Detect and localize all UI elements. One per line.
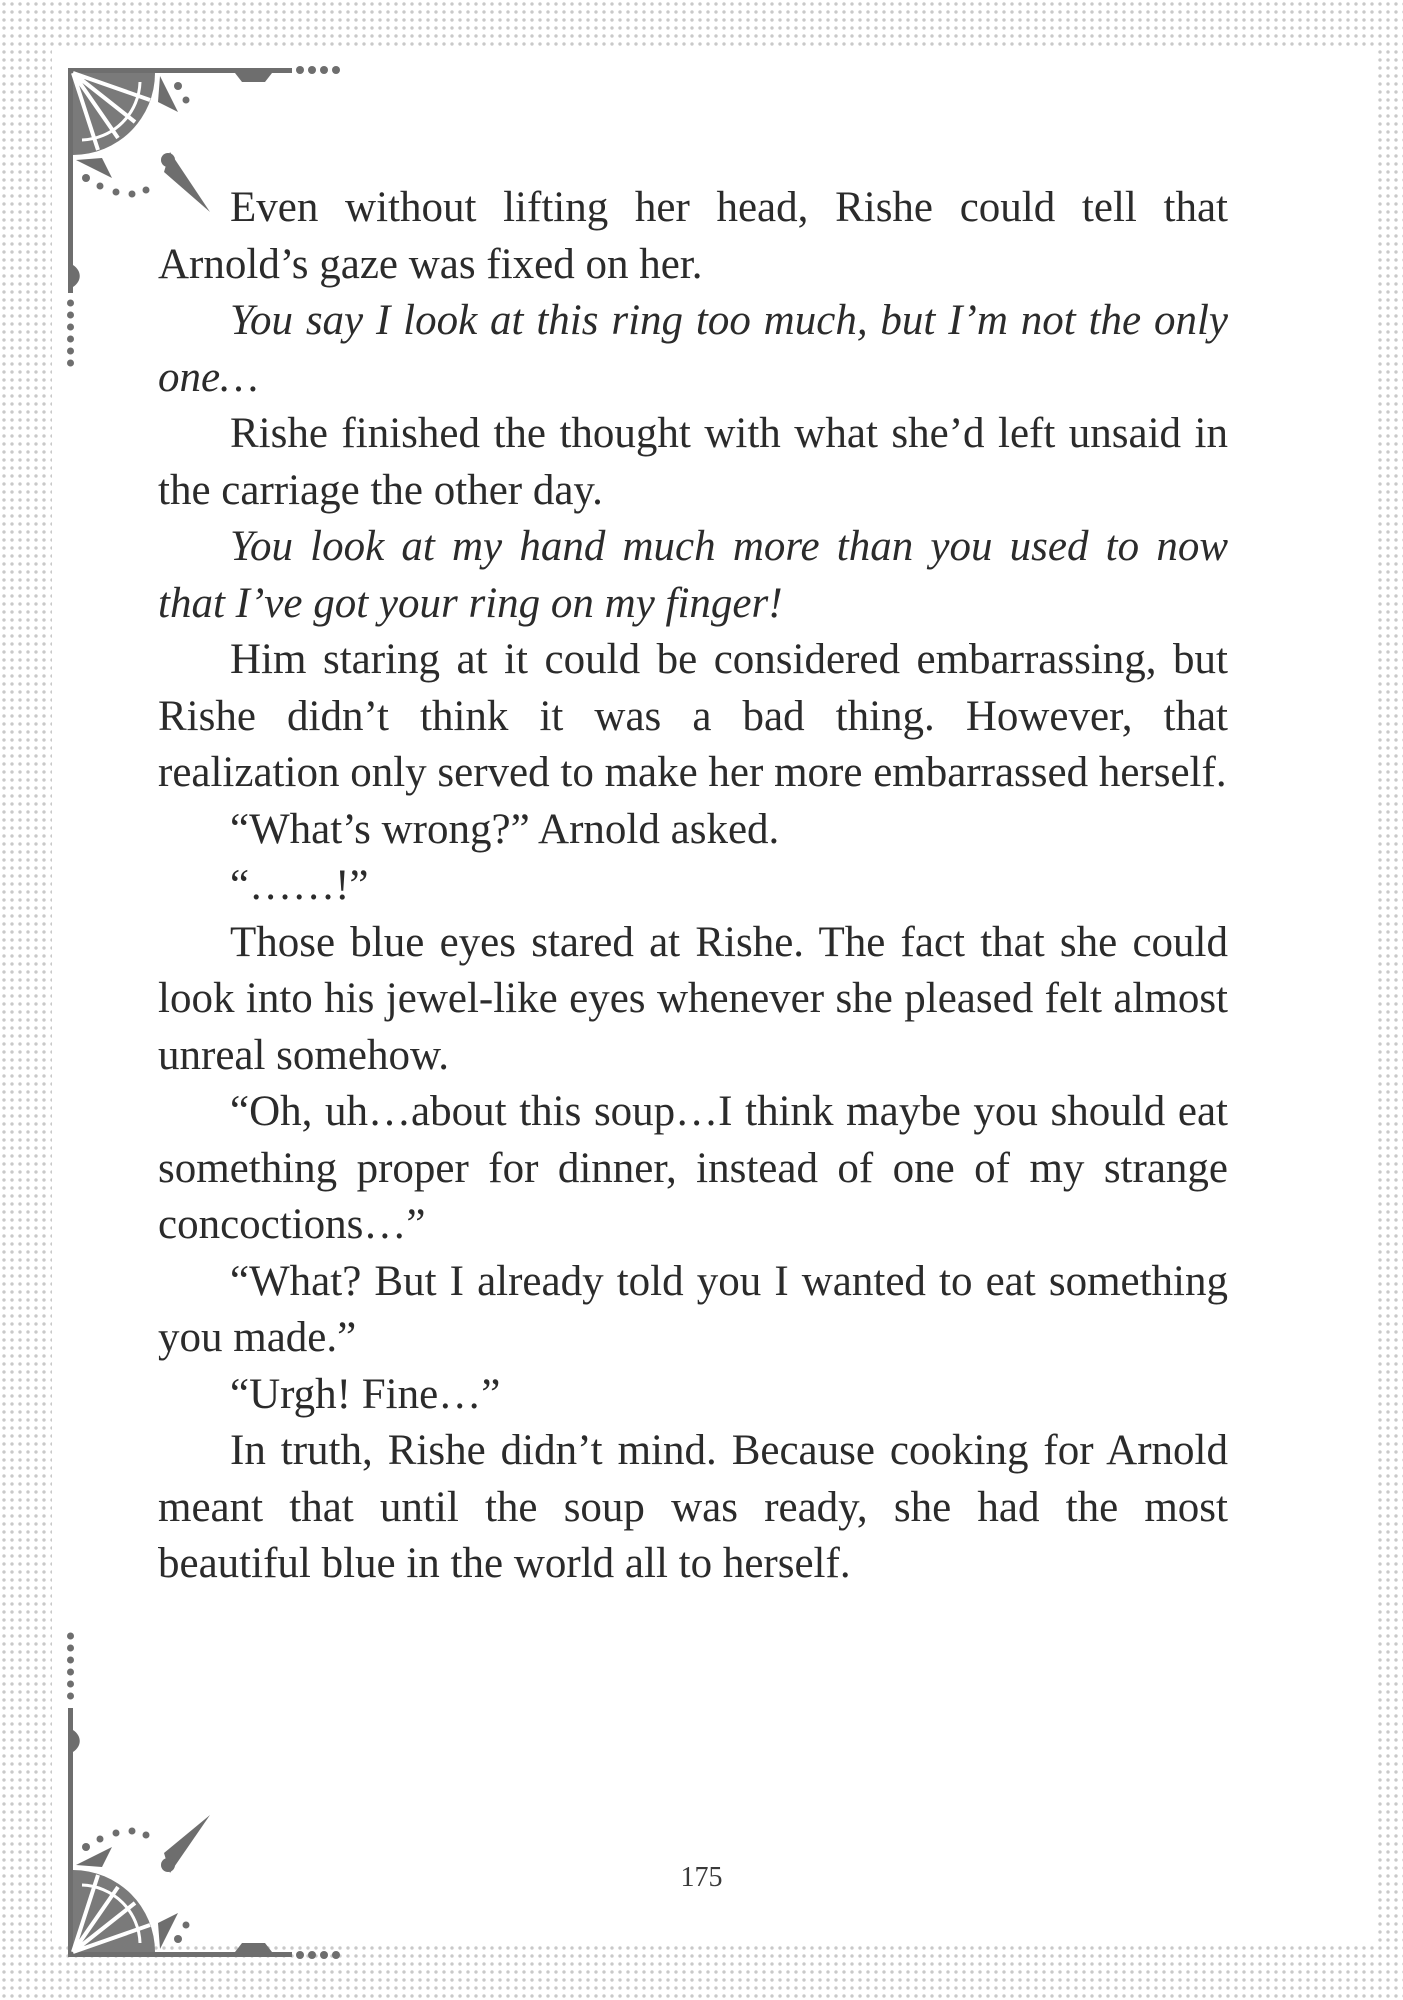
paragraph-dialogue: “Urgh! Fine…”: [230, 1370, 501, 1418]
paragraph-dialogue: “Oh, uh…about this soup…I think maybe you should eat something proper for dinner, instead of one of my strange concoctions…”: [158, 1088, 1228, 1248]
paragraph-dialogue: “What’s wrong?” Arnold asked.: [230, 805, 780, 853]
paragraph: In truth, Rishe didn’t mind. Because cooking for Arnold meant that until the soup was ready, she had the most beautiful blue in the world all to herself.: [158, 1427, 1228, 1587]
page-number: 175: [680, 1862, 723, 1893]
paragraph: Rishe finished the thought with what she’d left unsaid in the carriage the other day.: [158, 410, 1228, 514]
paragraph: Even without lifting her head, Rishe could tell that Arnold’s gaze was fixed on her.: [158, 184, 1228, 288]
paragraph-italic-thought: You look at my hand much more than you used to now that I’ve got your ring on my finger!: [158, 523, 1228, 627]
paragraph-italic-thought: You say I look at this ring too much, but I’m not the only one…: [158, 297, 1228, 401]
side-ornament-upper-icon: [60, 245, 90, 370]
paragraph: Those blue eyes stared at Rishe. The fact that she could look into his jewel-like eyes whenever she pleased felt almost unreal somehow.: [158, 918, 1228, 1079]
body-text: [158, 180, 1228, 1593]
paragraph-dialogue: “……!”: [230, 862, 369, 909]
side-ornament-lower-icon: [60, 1630, 90, 1820]
paragraph-dialogue: “What? But I already told you I wanted to eat something you made.”: [158, 1257, 1228, 1361]
paragraph: Him staring at it could be considered embarrassing, but Rishe didn’t think it was a bad thing. However, that realization only served to make her more embarrassed herself.: [158, 636, 1228, 796]
